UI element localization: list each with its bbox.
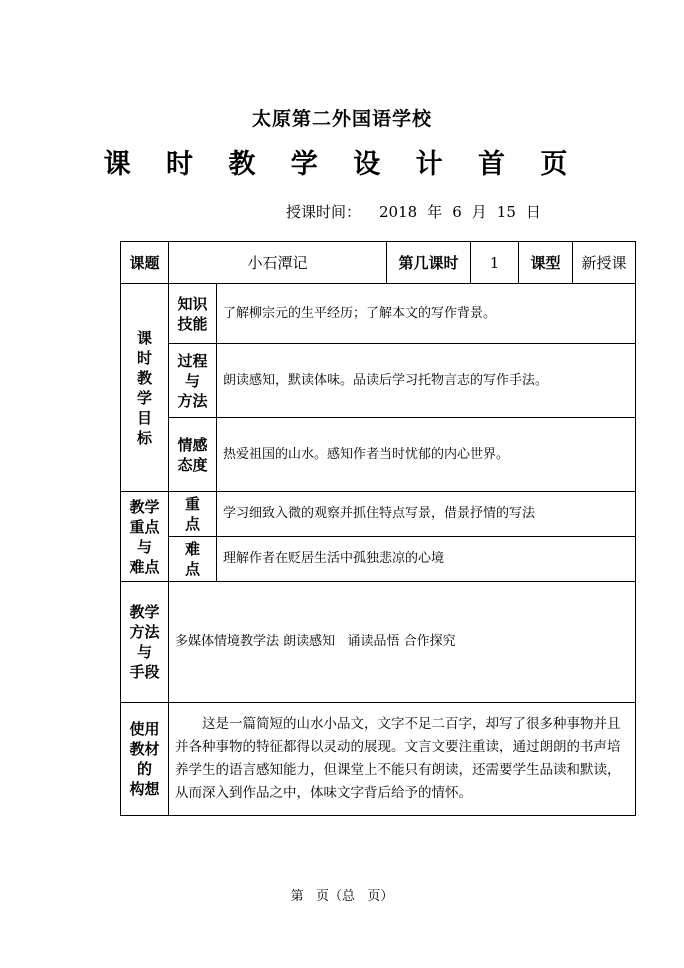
knowledge-label: 知识 技能 bbox=[169, 284, 217, 344]
date-day-unit: 日 bbox=[525, 203, 541, 221]
methods-label: 教学 方法 与 手段 bbox=[121, 582, 169, 703]
difficult-point-text: 理解作者在贬居生活中孤独悲凉的心境 bbox=[217, 537, 636, 582]
table-row-topic bbox=[121, 242, 636, 284]
date-year-unit: 年 bbox=[427, 203, 443, 221]
key-point-label: 重 点 bbox=[169, 492, 217, 537]
school-name: 太原第二外国语学校 bbox=[251, 108, 432, 130]
table-row-emotion bbox=[121, 418, 636, 492]
keypoints-label: 教学 重点 与 难点 bbox=[121, 492, 169, 582]
knowledge-text: 了解柳宗元的生平经历；了解本文的写作背景。 bbox=[217, 284, 636, 344]
emotion-text: 热爱祖国的山水。感知作者当时忧郁的内心世界。 bbox=[217, 418, 636, 492]
material-label: 使用 教材 的 构想 bbox=[121, 703, 169, 816]
date-day: 15 bbox=[496, 203, 516, 221]
lesson-design-table bbox=[120, 241, 636, 816]
date-month-unit: 月 bbox=[471, 203, 487, 221]
table-row-difficult-point bbox=[121, 537, 636, 582]
table-row-methods bbox=[121, 582, 636, 703]
table-row-process bbox=[121, 344, 636, 418]
topic-label: 课题 bbox=[121, 242, 169, 284]
emotion-label: 情感 态度 bbox=[169, 418, 217, 492]
date-label: 授课时间： bbox=[286, 203, 362, 221]
lesson-type-value: 新授课 bbox=[573, 242, 636, 284]
lesson-date bbox=[286, 201, 547, 222]
table-row-knowledge bbox=[121, 284, 636, 344]
lesson-number-value: 1 bbox=[471, 242, 519, 284]
page-title: 课 时 教 学 设 计 首 页 bbox=[103, 149, 581, 180]
methods-text: 多媒体情境教学法 朗读感知 诵读品悟 合作探究 bbox=[169, 582, 636, 703]
key-point-text: 学习细致入微的观察并抓住特点写景，借景抒情的写法 bbox=[217, 492, 636, 537]
date-month: 6 bbox=[452, 203, 462, 221]
page-footer: 第 页（总 页） bbox=[290, 889, 394, 904]
table-row-key-point bbox=[121, 492, 636, 537]
process-text: 朗读感知，默读体味。品读后学习托物言志的写作手法。 bbox=[217, 344, 636, 418]
lesson-number-label: 第几课时 bbox=[387, 242, 471, 284]
date-year: 2018 bbox=[379, 203, 418, 221]
material-text: 这是一篇简短的山水小品文，文字不足二百字，却写了很多种事物并且并各种事物的特征都得以灵动的展现。文言文要注重读，通过朗朗的书声培养学生的语言感知能力，但课堂上不能只有朗读，还需要学生品读和默读，从而深入到作品之中，体味文字背后给予的情怀。 bbox=[169, 703, 636, 816]
lesson-type-label: 课型 bbox=[519, 242, 573, 284]
topic-value: 小石潭记 bbox=[169, 242, 387, 284]
table-row-material bbox=[121, 703, 636, 816]
objectives-label: 课 时 教 学 目 标 bbox=[121, 284, 169, 492]
process-label: 过程 与 方法 bbox=[169, 344, 217, 418]
difficult-point-label: 难 点 bbox=[169, 537, 217, 582]
